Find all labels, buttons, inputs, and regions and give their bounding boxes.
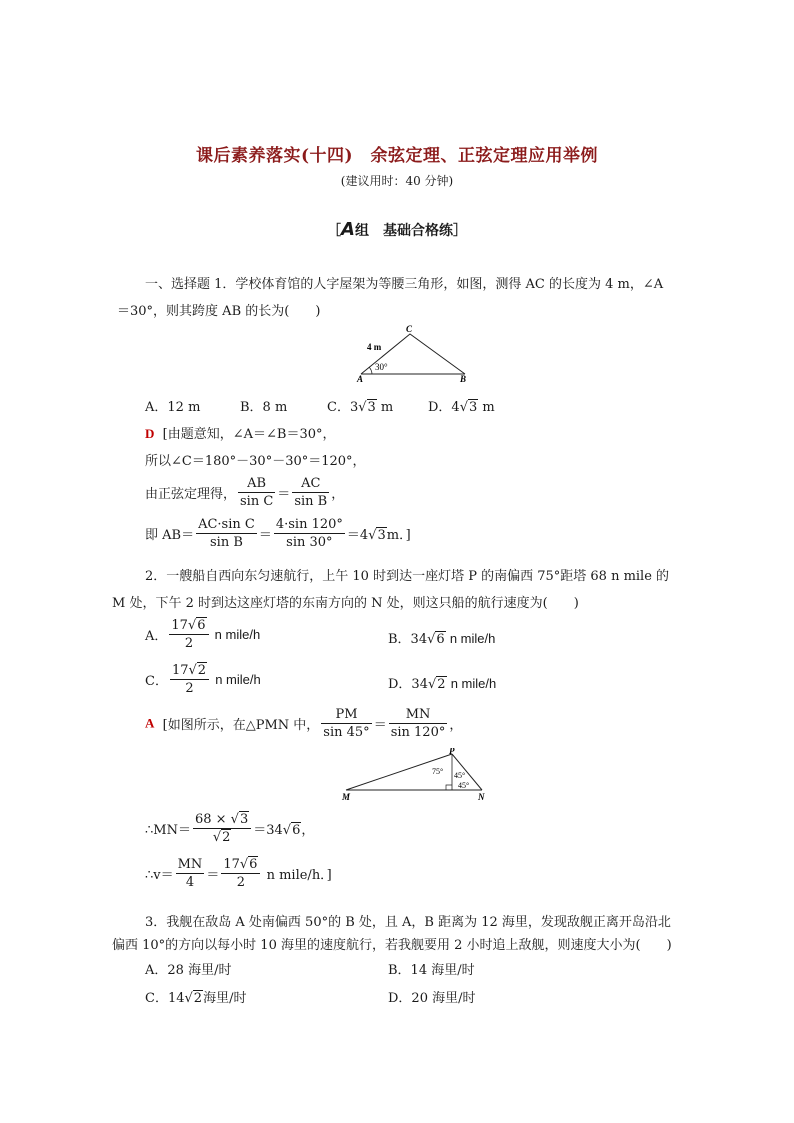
q3-option-a: A．28 海里/时 [145,963,232,978]
q1-solution-line1: D [由题意知，∠A＝∠B＝30°， [145,426,336,442]
q2-fig-p: P [449,748,455,756]
group-heading [0,219,794,240]
q1-option-b: B．8 m [240,400,288,415]
q3-option-c: C．14√2海里/时 [145,991,247,1006]
q2-fig-angle-75: 75° [432,767,444,776]
q2-calc-line1: ∴MN＝ $\frac{68 \times √3}{√2}$ ＝34√6， [145,812,315,845]
q3-option-d: D．20 海里/时 [388,991,476,1006]
group-letter: A [341,219,355,240]
group-text: 组 基础合格练 [354,223,453,239]
q2-fig-angle-45b: 45° [458,781,470,790]
q2-option-d: D．34√2 n mile/h [388,676,497,692]
q3-stem-line1: 3．我舰在敌岛 A 处南偏西 50°的 B 处，且 A，B 距离为 12 海里，发现敌舰正离开岛沿北 [145,915,671,930]
q1-solution-line4: 即 AB＝ $\frac{\text{AC·sin C}}{\text{sin B}}$ ＝ $\frac{4\cdot\sin 120^\circ}{\sin 30^\circ}$ ＝4√3m．] [145,517,411,550]
suggested-time: (建议用时：40 分钟) [340,174,454,188]
q1-figure-triangle [350,322,480,384]
group-bracket-close: ］ [452,223,467,239]
page-title: 课后素养落实(十四) 余弦定理、正弦定理应用举例 [195,146,599,166]
q1-solution-line3: 由正弦定理得， $\frac{AB}{\text{sin C}}$ ＝ $\frac{AC}{\text{sin B}}$ ， [145,476,345,509]
q1-fig-vertex-b: B [460,374,467,384]
q1-fig-side-label: 4 m [367,342,382,352]
q2-option-c: C． $\frac{17√2}{2}$ n mile/h [145,663,261,696]
q2-stem-line2: M 处，下午 2 时到达这座灯塔的东南方向的 N 处，则这只船的航行速度为( ) [112,596,579,611]
q2-calc-line2: ∴v＝ $\frac{MN}{4}$ ＝ $\frac{17√6}{2}$ n mile/h．] [145,857,332,890]
q1-fig-vertex-a: A [357,374,364,384]
q2-option-a: A． $\frac{17√6}{2}$ n mile/h [145,618,261,651]
q1-stem-line2: ＝30°，则其跨度 AB 的长为( ) [117,304,321,319]
q2-solution-line1: A [如图所示，在△PMN 中， $\frac{PM}{\sin 45^\circ}$ ＝ $\frac{MN}{\sin 120^\circ}$ ， [145,707,463,740]
q1-fig-vertex-c: C [406,324,413,334]
q1-option-a: A．12 m [145,400,201,415]
q1-answer-letter: D [145,426,155,441]
q2-fig-n: N [478,792,485,802]
q2-stem-line1: 2．一艘船自西向东匀速航行，上午 10 时到达一座灯塔 P 的南偏西 75°距塔 68 n mile 的 [145,569,670,584]
q1-stem-line1: 一、选择题 1．学校体育馆的人字屋架为等腰三角形，如图，测得 AC 的长度为 4 m，∠A [145,277,664,292]
q1-solution-line2: 所以∠C＝180°－30°－30°＝120°， [145,454,366,469]
q3-stem-line2: 偏西 10°的方向以每小时 10 海里的速度航行，若我舰要用 2 小时追上敌舰，则速度大小为( ) [112,938,672,953]
q1-fig-angle-label: 30° [375,362,388,372]
q2-option-b: B．34√6 n mile/h [388,631,496,647]
group-bracket-open: ［ [327,223,342,239]
q2-figure-triangle [340,748,490,804]
q2-answer-letter: A [145,715,155,731]
q1-option-c: C．3√3 m [327,400,394,415]
q2-fig-angle-45a: 45° [454,771,466,780]
q2-fig-m: M [342,792,351,802]
q3-option-b: B．14 海里/时 [388,963,475,978]
q1-option-d: D．4√3 m [428,400,495,415]
